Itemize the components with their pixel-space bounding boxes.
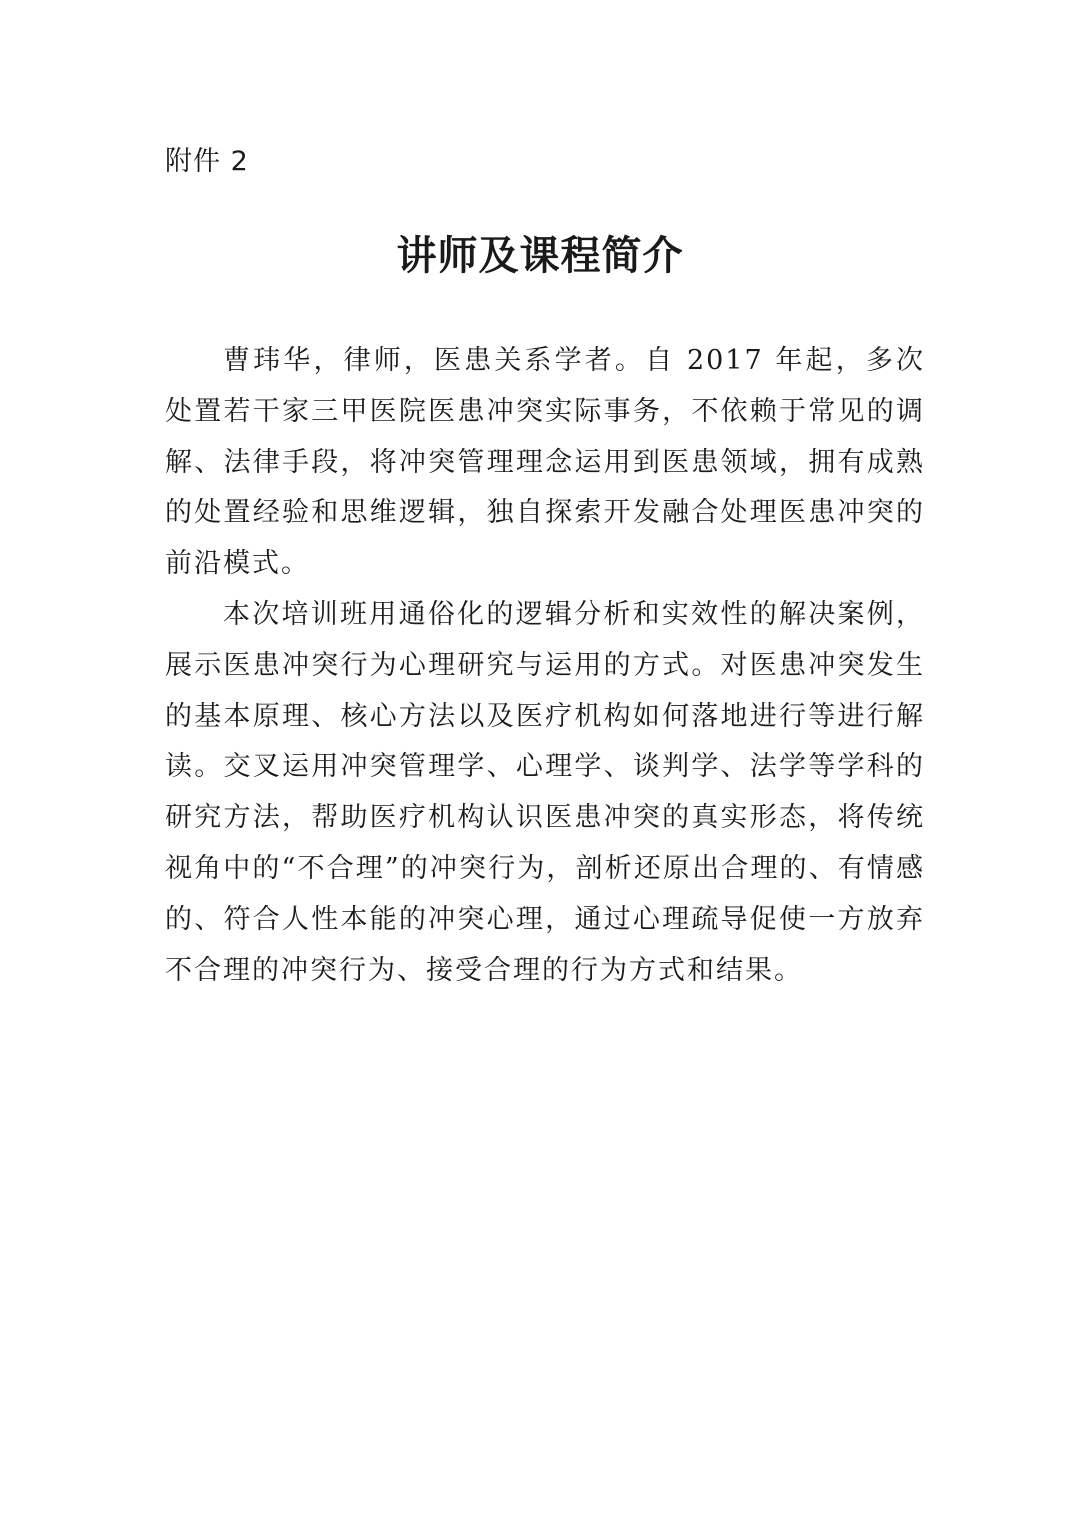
document-body	[165, 336, 925, 996]
paragraph-course-intro: 本次培训班用通俗化的逻辑分析和实效性的解决案例，展示医患冲突行为心理研究与运用的方式。对医患冲突发生的基本原理、核心方法以及医疗机构如何落地进行等进行解读。交叉运用冲突管理学、心理学、谈判学、法学等学科的研究方法，帮助医疗机构认识医患冲突的真实形态，将传统视角中的“不合理”的冲突行为，剖析还原出合理的、有情感的、符合人性本能的冲突心理，通过心理疏导促使一方放弃不合理的冲突行为、接受合理的行为方式和结果。	[165, 598, 925, 986]
attachment-label: 附件 2	[165, 146, 249, 177]
paragraph-instructor-bio: 曹玮华，律师，医患关系学者。自 2017 年起，多次处置若干家三甲医院医患冲突实际事务，不依赖于常见的调解、法律手段，将冲突管理理念运用到医患领域，拥有成熟的处置经验和思维逻辑，独自探索开发融合处理医患冲突的前沿模式。	[165, 345, 925, 580]
document-title: 讲师及课程简介	[396, 233, 684, 279]
